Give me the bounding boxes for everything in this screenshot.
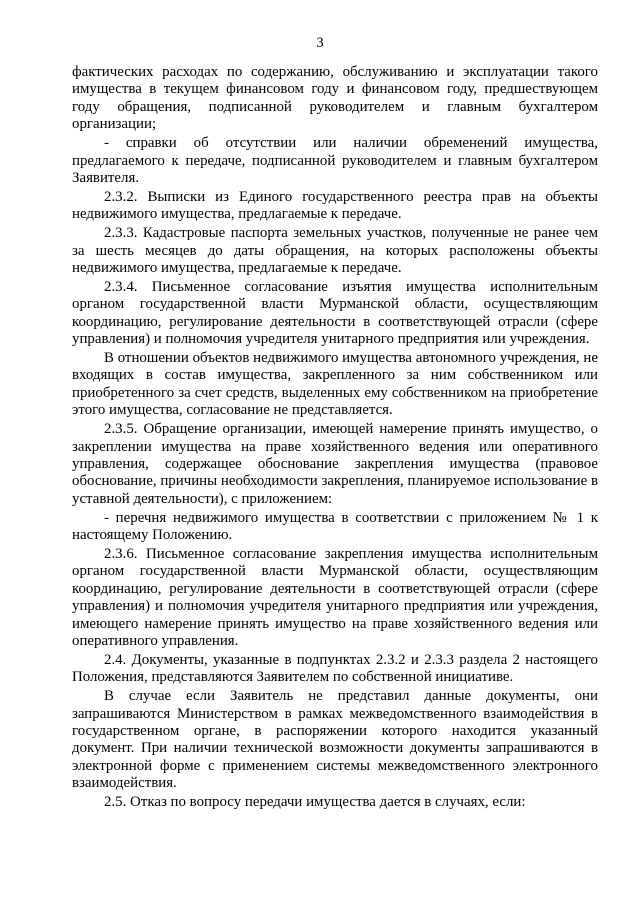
paragraph: 2.5. Отказ по вопросу передачи имущества дается в случаях, если: — [104, 794, 526, 811]
paragraph: 2.3.2. Выписки из Единого государственного реестра прав на объекты недвижимого имущества, предлагаемые к передаче. — [72, 188, 598, 223]
paragraph: 2.3.4. Письменное согласование изъятия имущества исполнительным органом государственной власти Мурманской области, осуществляющим координацию, регулирование деятельности в соответствующей отрасли (сфере управления) и полномочия учредителя унитарного предприятия или учреждения. — [72, 278, 598, 348]
paragraph: фактических расходах по содержанию, обслуживанию и эксплуатации такого имущества в текущем финансовом году и финансовом году, предшествующем году обращения, подписанной руководителем и главным бухгалтером организации; — [72, 64, 598, 133]
paragraph: В случае если Заявитель не представил данные документы, они запрашиваются Министерством в рамках межведомственного взаимодействия в государственном органе, в распоряжении которого находится указанный документ. При наличии технической возможности документы запрашиваются в электронной форме с применением системы межведомственного электронного взаимодействия. — [72, 688, 598, 792]
paragraph: 2.3.3. Кадастровые паспорта земельных участков, полученные не ранее чем за шесть месяцев до даты обращения, на которых расположены объекты недвижимого имущества, предлагаемые к передаче. — [72, 225, 598, 276]
paragraph: - справки об отсутствии или наличии обременений имущества, предлагаемого к передаче, подписанной руководителем и главным бухгалтером Заявителя. — [72, 135, 598, 186]
paragraph: 2.3.5. Обращение организации, имеющей намерение принять имущество, о закреплении имущества на праве хозяйственного ведения или оперативного управления, содержащее обоснование закрепления имущества (правовое обоснование, причины необходимости закрепления, планируемое использование в уставной деятельности), с приложением: — [72, 421, 598, 507]
paragraph: 2.3.6. Письменное согласование закрепления имущества исполнительным органом государственной власти Мурманской области, осуществляющим координацию, регулирование деятельности в соответствующей отрасли (сфере управления) и полномочия учредителя унитарного предприятия или учреждения, имеющего намерение принять имущество на праве хозяйственного ведения или оперативного управления. — [72, 545, 598, 649]
document-body — [72, 64, 598, 813]
paragraph: В отношении объектов недвижимого имущества автономного учреждения, не входящих в состав имущества, закрепленного за ним собственником или приобретенного за счет средств, выделенных ему собственником на приобретение этого имущества, согласование не представляется. — [72, 350, 598, 419]
page-number: 3 — [316, 35, 324, 51]
paragraph: - перечня недвижимого имущества в соответствии с приложением № 1 к настоящему Положению. — [72, 509, 598, 544]
paragraph: 2.4. Документы, указанные в подпунктах 2.3.2 и 2.3.3 раздела 2 настоящего Положения, представляются Заявителем по собственной инициативе. — [72, 651, 598, 686]
